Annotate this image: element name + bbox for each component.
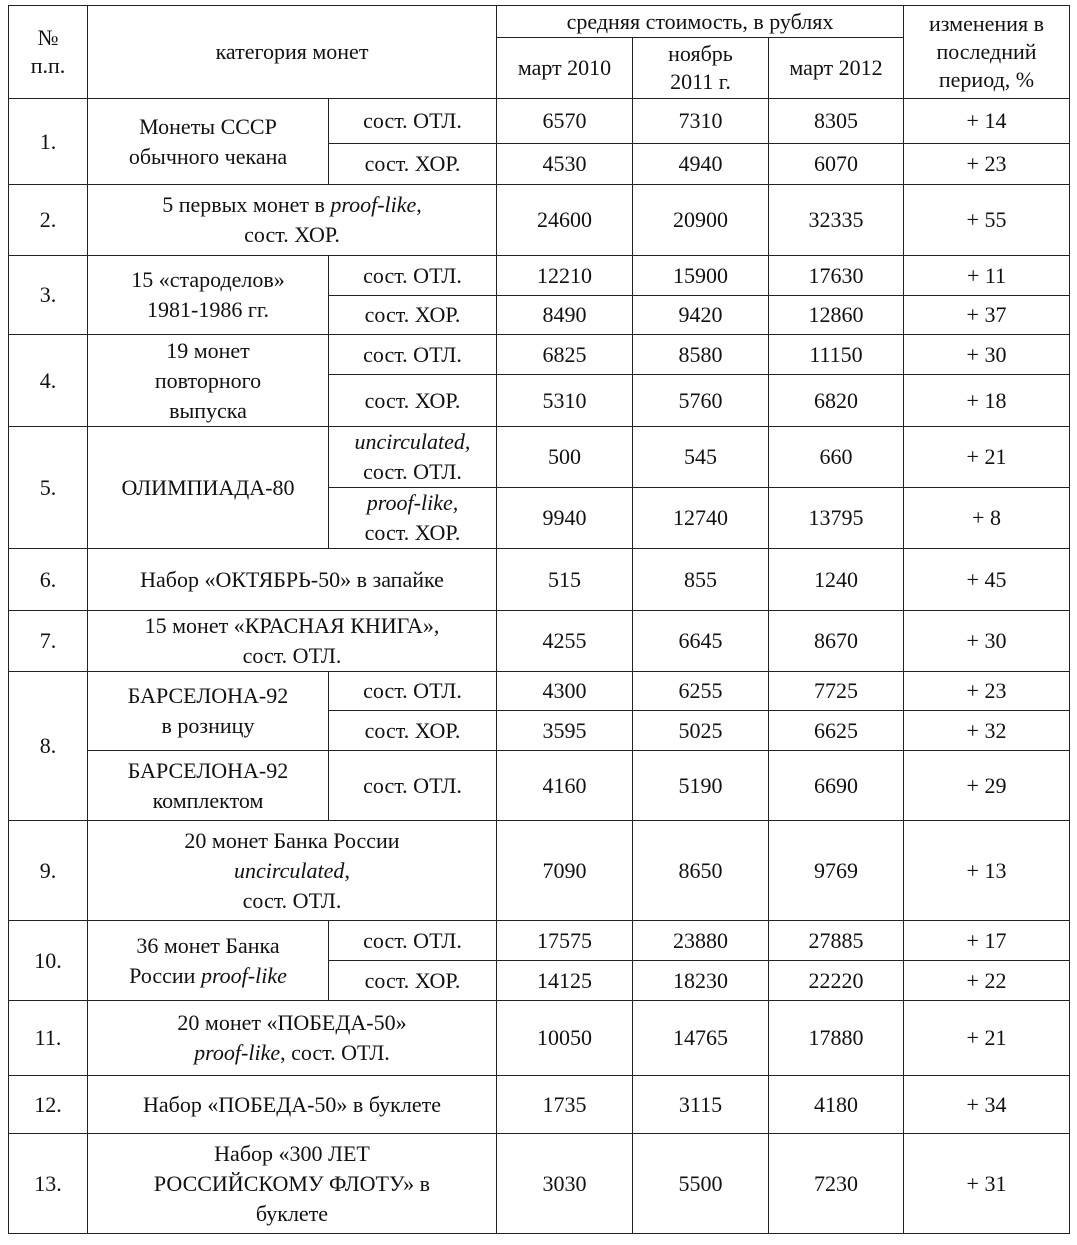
value-mar2012: 7725: [769, 672, 904, 711]
condition-cell: сост. ХОР.: [329, 961, 497, 1001]
value-nov2011: 545: [633, 427, 769, 488]
value-change: + 21: [904, 1001, 1070, 1076]
row-number: 9.: [9, 821, 88, 921]
table-row: [9, 335, 1070, 375]
category-name: БАРСЕЛОНА-92 в розницу: [88, 672, 329, 751]
italic-text: proof-like: [330, 192, 417, 217]
value-mar2010: 4160: [497, 751, 633, 821]
value-mar2012: 6820: [769, 375, 904, 427]
condition-cell: сост. ХОР.: [329, 711, 497, 751]
value-change: + 23: [904, 144, 1070, 185]
value-nov2011: 5500: [633, 1134, 769, 1234]
value-mar2010: 5310: [497, 375, 633, 427]
category-name: БАРСЕЛОНА-92 комплектом: [88, 751, 329, 821]
row-number: 13.: [9, 1134, 88, 1234]
condition-cell: uncirculated, сост. ОТЛ.: [329, 427, 497, 488]
italic-text: proof-like: [194, 1040, 281, 1065]
value-mar2012: 1240: [769, 549, 904, 611]
table-row: [9, 185, 1070, 256]
italic-text: uncirculated,: [354, 429, 471, 454]
row-number: 8.: [9, 672, 88, 821]
value-nov2011: 18230: [633, 961, 769, 1001]
value-nov2011: 6255: [633, 672, 769, 711]
condition-cell: сост. ОТЛ.: [329, 921, 497, 961]
value-mar2012: 6070: [769, 144, 904, 185]
row-number: 12.: [9, 1076, 88, 1134]
table-row: [9, 99, 1070, 144]
value-nov2011: 12740: [633, 488, 769, 549]
value-change: + 55: [904, 185, 1070, 256]
table-row: [9, 1001, 1070, 1076]
condition-cell: proof-like, сост. ХОР.: [329, 488, 497, 549]
category-name: 19 монет повторного выпуска: [88, 335, 329, 427]
value-nov2011: 5760: [633, 375, 769, 427]
condition-cell: сост. ОТЛ.: [329, 751, 497, 821]
condition-cell: сост. ХОР.: [329, 296, 497, 335]
condition-cell: сост. ХОР.: [329, 375, 497, 427]
row-number: 5.: [9, 427, 88, 549]
value-nov2011: 8580: [633, 335, 769, 375]
italic-text: uncirculated: [234, 857, 345, 883]
header-mar2010: март 2010: [497, 38, 633, 99]
value-mar2012: 11150: [769, 335, 904, 375]
value-nov2011: 4940: [633, 144, 769, 185]
header-change: изменения в последний период, %: [904, 6, 1070, 99]
value-mar2010: 8490: [497, 296, 633, 335]
value-change: + 23: [904, 672, 1070, 711]
category-name: 15 монет «КРАСНАЯ КНИГА», сост. ОТЛ.: [88, 611, 497, 672]
value-mar2010: 3595: [497, 711, 633, 751]
value-mar2012: 8305: [769, 99, 904, 144]
value-change: + 34: [904, 1076, 1070, 1134]
header-category: категория монет: [88, 6, 497, 99]
value-mar2010: 4530: [497, 144, 633, 185]
value-change: + 30: [904, 611, 1070, 672]
table-row: [9, 549, 1070, 611]
value-change: + 37: [904, 296, 1070, 335]
table-row: [9, 821, 1070, 921]
coin-price-table: [8, 5, 1070, 1234]
value-nov2011: 8650: [633, 821, 769, 921]
value-nov2011: 20900: [633, 185, 769, 256]
table-row: [9, 1134, 1070, 1234]
header-nov2011: ноябрь 2011 г.: [633, 38, 769, 99]
table-body: [9, 99, 1070, 1234]
category-name: 15 «староделов» 1981-1986 гг.: [88, 256, 329, 335]
value-mar2010: 4255: [497, 611, 633, 672]
value-change: + 45: [904, 549, 1070, 611]
category-name: 20 монет «ПОБЕДА-50» proof-like, сост. ОТЛ.: [88, 1001, 497, 1076]
value-nov2011: 3115: [633, 1076, 769, 1134]
value-mar2010: 9940: [497, 488, 633, 549]
value-mar2010: 6570: [497, 99, 633, 144]
category-name: 36 монет Банка России proof-like: [88, 921, 329, 1001]
value-mar2012: 17630: [769, 256, 904, 296]
value-mar2012: 27885: [769, 921, 904, 961]
value-mar2010: 515: [497, 549, 633, 611]
row-number: 10.: [9, 921, 88, 1001]
table-row: [9, 751, 1070, 821]
row-number: 3.: [9, 256, 88, 335]
value-mar2012: 13795: [769, 488, 904, 549]
condition-cell: сост. ХОР.: [329, 144, 497, 185]
value-mar2010: 500: [497, 427, 633, 488]
value-nov2011: 5190: [633, 751, 769, 821]
table-row: [9, 1076, 1070, 1134]
value-change: + 14: [904, 99, 1070, 144]
value-mar2012: 17880: [769, 1001, 904, 1076]
italic-text: proof-like,: [366, 490, 459, 515]
italic-text: proof-like: [200, 962, 287, 988]
row-number: 4.: [9, 335, 88, 427]
value-change: + 30: [904, 335, 1070, 375]
value-change: + 21: [904, 427, 1070, 488]
category-name: 20 монет Банка России uncirculated, сост. ОТЛ.: [88, 821, 497, 921]
value-change: + 18: [904, 375, 1070, 427]
value-nov2011: 855: [633, 549, 769, 611]
table-row: [9, 427, 1070, 488]
condition-cell: сост. ОТЛ.: [329, 99, 497, 144]
value-mar2012: 660: [769, 427, 904, 488]
value-change: + 29: [904, 751, 1070, 821]
value-mar2010: 24600: [497, 185, 633, 256]
value-mar2012: 32335: [769, 185, 904, 256]
value-mar2012: 7230: [769, 1134, 904, 1234]
value-nov2011: 7310: [633, 99, 769, 144]
value-mar2010: 6825: [497, 335, 633, 375]
header-avg-cost: средняя стоимость, в рублях: [497, 6, 904, 38]
value-mar2010: 7090: [497, 821, 633, 921]
condition-cell: сост. ОТЛ.: [329, 672, 497, 711]
value-nov2011: 15900: [633, 256, 769, 296]
value-mar2012: 8670: [769, 611, 904, 672]
table-row: [9, 672, 1070, 711]
value-change: + 17: [904, 921, 1070, 961]
value-mar2010: 14125: [497, 961, 633, 1001]
category-name: Набор «ОКТЯБРЬ-50» в запайке: [88, 549, 497, 611]
row-number: 6.: [9, 549, 88, 611]
category-name: 5 первых монет в proof-like, сост. ХОР.: [88, 185, 497, 256]
value-mar2012: 12860: [769, 296, 904, 335]
condition-cell: сост. ОТЛ.: [329, 256, 497, 296]
table-row: [9, 611, 1070, 672]
category-name: Набор «300 ЛЕТ РОССИЙСКОМУ ФЛОТУ» в буклете: [88, 1134, 497, 1234]
value-change: + 8: [904, 488, 1070, 549]
value-nov2011: 9420: [633, 296, 769, 335]
value-mar2012: 4180: [769, 1076, 904, 1134]
value-mar2010: 3030: [497, 1134, 633, 1234]
value-mar2010: 17575: [497, 921, 633, 961]
row-number: 2.: [9, 185, 88, 256]
row-number: 7.: [9, 611, 88, 672]
header-mar2012: март 2012: [769, 38, 904, 99]
value-change: + 32: [904, 711, 1070, 751]
value-mar2012: 9769: [769, 821, 904, 921]
value-mar2010: 4300: [497, 672, 633, 711]
value-mar2012: 6690: [769, 751, 904, 821]
row-number: 1.: [9, 99, 88, 185]
row-number: 11.: [9, 1001, 88, 1076]
value-change: + 31: [904, 1134, 1070, 1234]
table-row: [9, 921, 1070, 961]
category-name: Монеты СССР обычного чекана: [88, 99, 329, 185]
value-change: + 13: [904, 821, 1070, 921]
value-nov2011: 5025: [633, 711, 769, 751]
value-nov2011: 23880: [633, 921, 769, 961]
value-mar2010: 1735: [497, 1076, 633, 1134]
table-row: [9, 256, 1070, 296]
category-name: ОЛИМПИАДА-80: [88, 427, 329, 549]
category-name: Набор «ПОБЕДА-50» в буклете: [88, 1076, 497, 1134]
value-mar2012: 22220: [769, 961, 904, 1001]
value-change: + 22: [904, 961, 1070, 1001]
value-mar2010: 10050: [497, 1001, 633, 1076]
header-num: № п.п.: [9, 6, 88, 99]
value-nov2011: 6645: [633, 611, 769, 672]
value-mar2010: 12210: [497, 256, 633, 296]
value-mar2012: 6625: [769, 711, 904, 751]
value-nov2011: 14765: [633, 1001, 769, 1076]
value-change: + 11: [904, 256, 1070, 296]
condition-cell: сост. ОТЛ.: [329, 335, 497, 375]
